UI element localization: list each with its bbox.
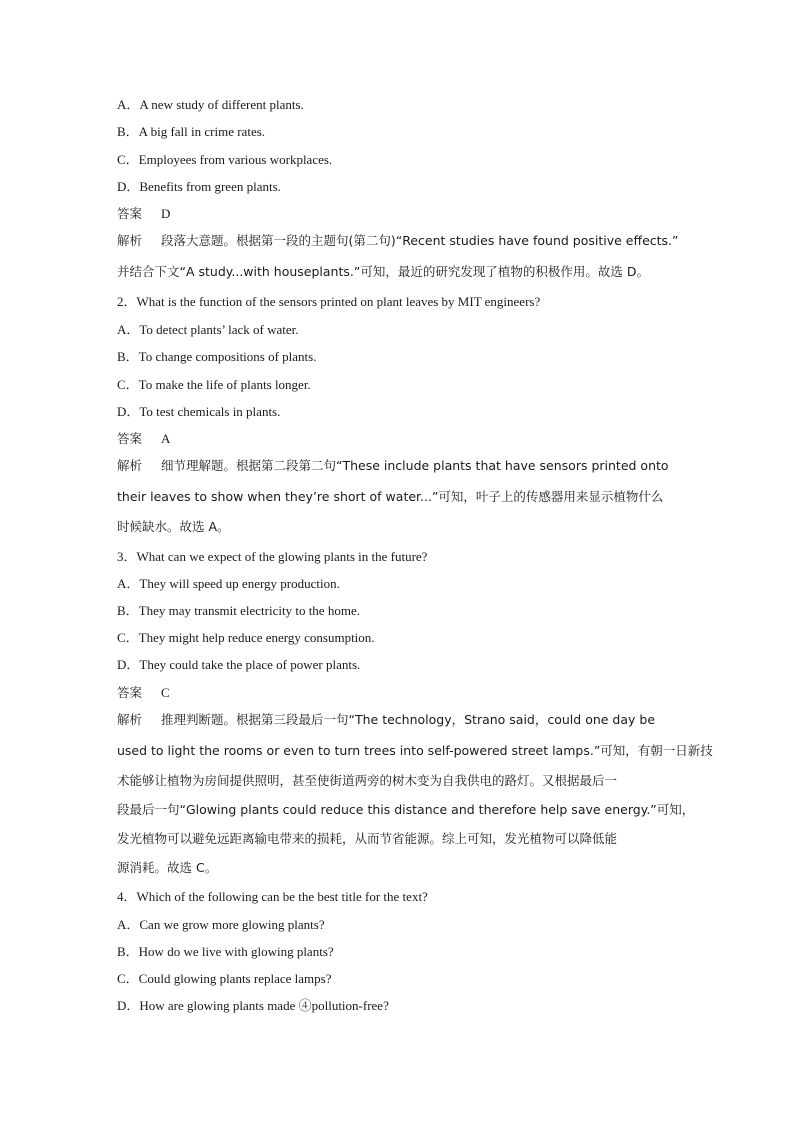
q3-option-b: B．They may transmit electricity to the home. <box>117 603 360 618</box>
q3-analysis-line-5: 发光植物可以避免远距离输电带来的损耗，从而节省能源。综上可知，发光植物可以降低能 <box>117 831 618 846</box>
answer-label: 答案 <box>117 431 143 446</box>
q4-option-a: A．Can we grow more glowing plants? <box>117 917 325 932</box>
analysis-text: 细节理解题。根据第二段第二句“These include plants that have sensors printed onto <box>161 458 669 473</box>
q2-option-a: A．To detect plants’ lack of water. <box>117 322 299 337</box>
q2-analysis-line-2: their leaves to show when they’re short of water...”可知，叶子上的传感器用来显示植物什么 <box>117 489 664 504</box>
answer-label: 答案 <box>117 685 143 700</box>
q1-analysis-line-2: 并结合下文“A study...with houseplants.”可知，最近的研究发现了植物的积极作用。故选 D。 <box>117 264 649 279</box>
q4-option-c: C．Could glowing plants replace lamps? <box>117 971 332 986</box>
q3-question: 3．What can we expect of the glowing plants in the future? <box>117 549 428 564</box>
q2-option-d: D．To test chemicals in plants. <box>117 404 281 419</box>
q2-option-b: B．To change compositions of plants. <box>117 349 317 364</box>
q1-analysis-line-1 <box>117 232 679 250</box>
q2-question: 2．What is the function of the sensors printed on plant leaves by MIT engineers? <box>117 294 541 309</box>
q2-analysis-line-3: 时候缺水。故选 A。 <box>117 519 230 534</box>
q3-answer <box>117 684 170 702</box>
q1-answer <box>117 205 170 223</box>
q2-analysis-line-1 <box>117 457 669 475</box>
q2-answer <box>117 430 170 448</box>
answer-value: C <box>161 685 170 700</box>
q2-option-c: C．To make the life of plants longer. <box>117 377 311 392</box>
q1-option-b: B．A big fall in crime rates. <box>117 124 266 139</box>
q1-option-c: C．Employees from various workplaces. <box>117 152 333 167</box>
answer-value: A <box>161 431 171 446</box>
analysis-text: 推理判断题。根据第三段最后一句“The technology，Strano said，could one day be <box>161 712 656 727</box>
analysis-label: 解析 <box>117 233 143 248</box>
answer-label: 答案 <box>117 206 143 221</box>
analysis-label: 解析 <box>117 712 143 727</box>
q4-option-d: D．How are glowing plants made ④pollution-free? <box>117 998 389 1013</box>
q3-analysis-line-1 <box>117 711 655 729</box>
q3-option-a: A．They will speed up energy production. <box>117 576 340 591</box>
q3-option-d: D．They could take the place of power plants. <box>117 657 361 672</box>
q4-option-b: B．How do we live with glowing plants? <box>117 944 334 959</box>
q3-analysis-line-4: 段最后一句“Glowing plants could reduce this distance and therefore help save energy.”可知， <box>117 802 695 817</box>
q3-analysis-line-2: used to light the rooms or even to turn trees into self-powered street lamps.”可知，有朝一日新技 <box>117 743 713 758</box>
analysis-text: 段落大意题。根据第一段的主题句(第二句)“Recent studies have found positive effects.” <box>161 233 679 248</box>
analysis-label: 解析 <box>117 458 143 473</box>
q3-analysis-line-3: 术能够让植物为房间提供照明，甚至使街道两旁的树木变为自我供电的路灯。又根据最后一 <box>117 773 618 788</box>
q1-option-a: A．A new study of different plants. <box>117 97 304 112</box>
q3-option-c: C．They might help reduce energy consumption. <box>117 630 375 645</box>
answer-value: D <box>161 206 171 221</box>
q1-option-d: D．Benefits from green plants. <box>117 179 281 194</box>
q3-analysis-line-6: 源消耗。故选 C。 <box>117 860 218 875</box>
q4-question: 4．Which of the following can be the best title for the text? <box>117 889 428 904</box>
